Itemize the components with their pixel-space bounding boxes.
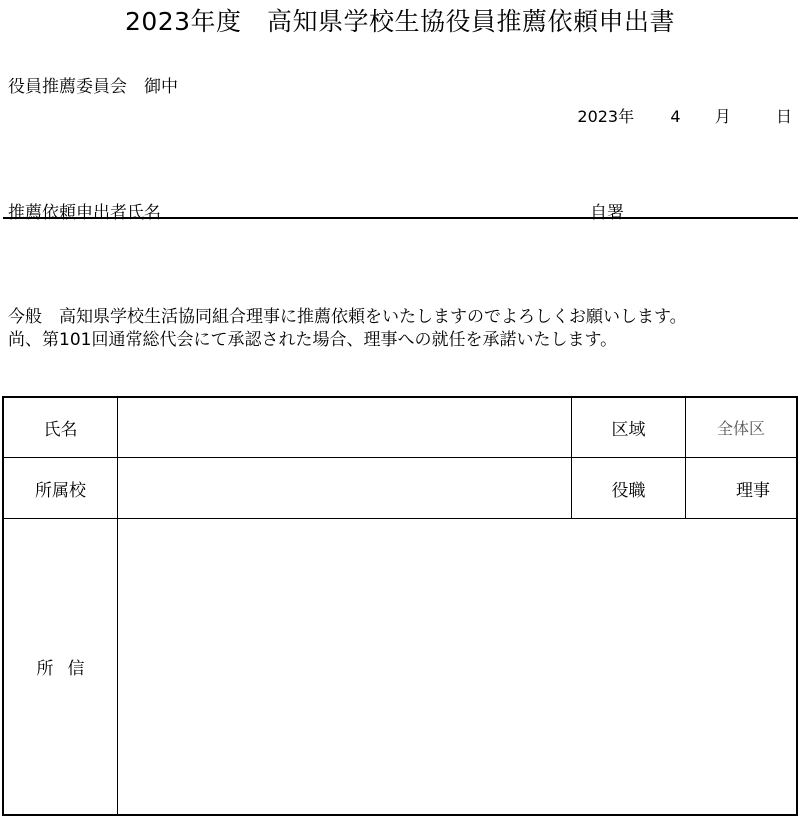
statement-label-cell	[4, 519, 117, 814]
date-day-unit: 日	[775, 107, 792, 126]
page-title: 2023年度 高知県学校生協役員推薦依頼申出書	[124, 7, 676, 36]
position-label: 役職	[611, 480, 646, 501]
request-text	[8, 306, 687, 352]
date-month[interactable]: 4	[670, 107, 681, 126]
signature-line[interactable]	[3, 217, 798, 219]
name-field[interactable]	[118, 398, 570, 457]
application-form-table	[2, 396, 798, 816]
date-line	[577, 104, 792, 127]
school-label: 所属校	[35, 480, 86, 501]
request-text-line-2: 尚、第101回通常総代会にて承認された場合、理事への就任を承諾いたします。	[8, 330, 618, 350]
statement-label: 所信	[36, 659, 99, 679]
position-value[interactable]: 理事	[736, 480, 770, 501]
applicant-name-label: 推薦依頼申出者氏名	[8, 203, 161, 223]
date-year: 2023年	[577, 107, 635, 126]
date-month-unit: 月	[714, 107, 731, 126]
region-value[interactable]: 全体区	[716, 419, 765, 438]
addressee: 役員推薦委員会 御中	[8, 77, 178, 97]
signature-note: 自署	[590, 203, 624, 223]
school-field[interactable]	[118, 458, 570, 518]
region-label: 区域	[611, 420, 646, 440]
statement-field[interactable]	[118, 519, 796, 814]
name-label: 氏名	[43, 420, 78, 440]
request-text-line-1: 今般 高知県学校生活協同組合理事に推薦依頼をいたしますのでよろしくお願いします。	[8, 307, 687, 327]
